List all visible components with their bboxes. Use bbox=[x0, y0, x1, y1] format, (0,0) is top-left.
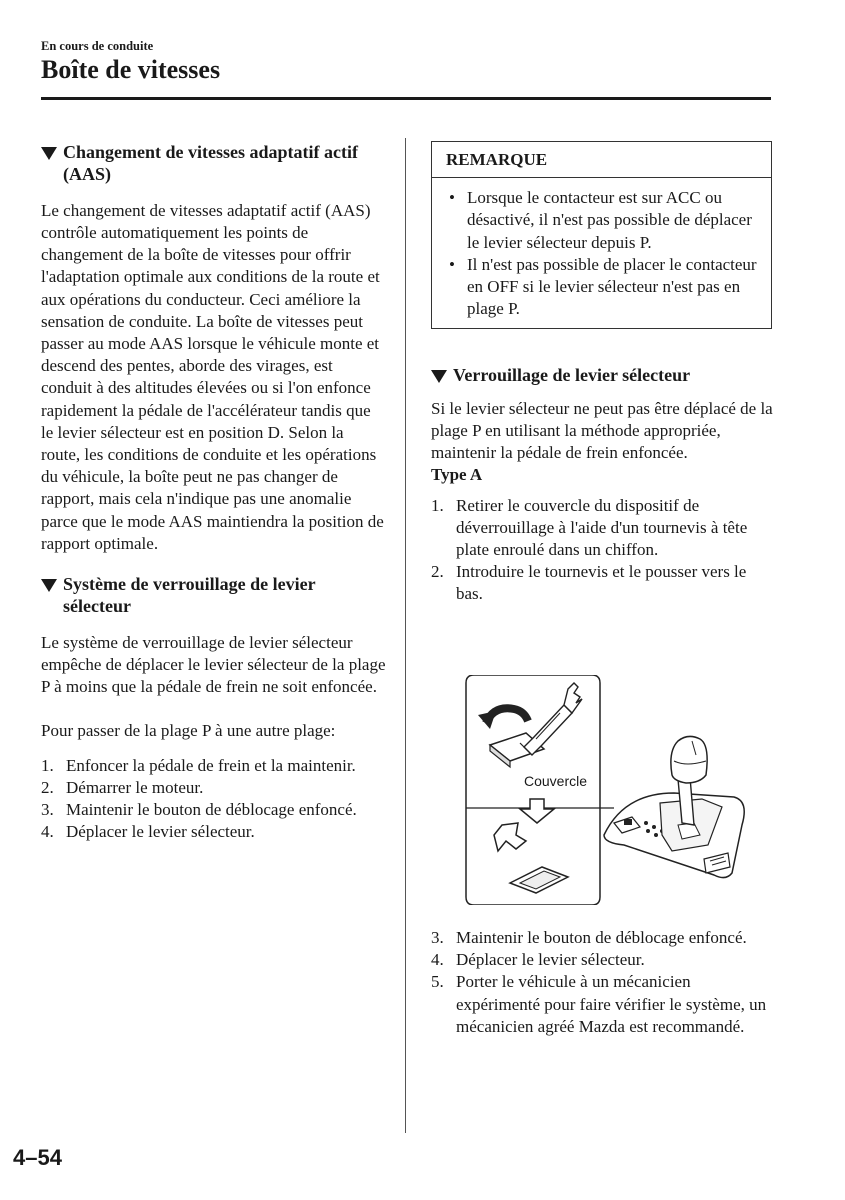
step-text: Enfoncer la pédale de frein et la maintenir. bbox=[66, 755, 356, 775]
step-number: 5. bbox=[431, 972, 444, 992]
bullet-icon: • bbox=[449, 188, 455, 208]
left-column bbox=[41, 141, 386, 844]
shift-lock-figure bbox=[464, 675, 764, 905]
shift-console-icon bbox=[604, 793, 744, 878]
aas-heading bbox=[41, 141, 386, 186]
page-number: 4–54 bbox=[13, 1145, 62, 1170]
section-label: En cours de conduite bbox=[41, 39, 154, 53]
step-number: 4. bbox=[431, 950, 444, 970]
step-text: Porter le véhicule à un mécanicien expérimenté pour faire vérifier le système, un mécanicien agréé Mazda est recommandé. bbox=[456, 972, 767, 1036]
page-title: Boîte de vitesses bbox=[41, 55, 221, 84]
type-label: Type A bbox=[431, 465, 483, 485]
list-item bbox=[431, 949, 773, 971]
override-steps-b bbox=[431, 927, 773, 1038]
list-item bbox=[41, 821, 386, 843]
list-item bbox=[41, 755, 386, 777]
override-steps-a bbox=[431, 495, 773, 606]
step-text: Maintenir le bouton de déblocage enfoncé. bbox=[456, 928, 747, 947]
step-text: Démarrer le moteur. bbox=[66, 777, 204, 797]
remark-text: Il n'est pas possible de placer le contacteur en OFF si le levier sélecteur n'est pas en plage P. bbox=[467, 254, 757, 319]
step-text: Introduire le tournevis et le pousser vers le bas. bbox=[456, 562, 747, 604]
list-item bbox=[449, 254, 761, 321]
step-number: 1. bbox=[41, 755, 54, 775]
aas-body: Le changement de vitesses adaptatif actif (AAS) contrôle automatiquement les points de changement de la boîte de vitesses pour offrir l'adaptation optimale aux conditions de la route et aux opérations du conducteur. Ceci améliore la sensation de conduite. La boîte de vitesses peut passer au mode AAS lorsque le véhicule monte et descend des pentes, aborde des virages, est conduit à des altitudes élevées ou si l'on enfonce rapidement la pédale de l'accélérateur tandis que le levier sélecteur est en position D. Selon la route, les conditions de conduite et les opérations du véhicule, la boîte peut ne pas changer de rapport, mais cela n'indique pas une anomalie parce que le mode AAS maintiendra la position de rapport optimale. bbox=[41, 200, 384, 553]
lock-system-heading bbox=[41, 573, 386, 618]
right-column bbox=[431, 141, 773, 1036]
lock-system-steps bbox=[41, 755, 386, 844]
step-text: Maintenir le bouton de déblocage enfoncé. bbox=[66, 800, 357, 820]
list-item bbox=[431, 927, 773, 949]
override-heading bbox=[431, 364, 773, 386]
bullet-icon: • bbox=[449, 254, 455, 274]
list-item bbox=[431, 971, 773, 1038]
column-divider bbox=[405, 138, 406, 1133]
list-item bbox=[41, 799, 386, 821]
triangle-bullet-icon bbox=[41, 579, 57, 592]
override-body: Si le levier sélecteur ne peut pas être déplacé de la plage P en utilisant la méthode appropriée, maintenir la pédale de frein enfoncée. bbox=[431, 398, 773, 463]
figure-label: Couvercle bbox=[524, 773, 588, 789]
triangle-bullet-icon bbox=[41, 147, 57, 160]
override-heading-text: Verrouillage de levier sélecteur bbox=[453, 365, 691, 386]
remark-box bbox=[431, 141, 772, 329]
lock-system-heading-text: Système de verrouillage de levier sélecteur bbox=[63, 574, 316, 617]
step-number: 2. bbox=[431, 562, 444, 582]
shift-lock-illustration bbox=[464, 675, 764, 905]
step-number: 2. bbox=[41, 777, 54, 797]
remark-title: REMARQUE bbox=[432, 142, 771, 178]
lock-system-intro: Pour passer de la plage P à une autre plage: bbox=[41, 721, 336, 741]
title-rule bbox=[41, 97, 771, 100]
remark-body bbox=[432, 178, 771, 328]
step-number: 3. bbox=[431, 928, 444, 947]
list-item bbox=[431, 495, 773, 562]
step-number: 3. bbox=[41, 800, 54, 820]
aas-heading-text: Changement de vitesses adaptatif actif (AAS) bbox=[63, 142, 358, 185]
list-item bbox=[449, 187, 761, 254]
remark-list bbox=[449, 187, 761, 320]
triangle-bullet-icon bbox=[431, 370, 447, 383]
step-number: 4. bbox=[41, 822, 54, 842]
step-text: Retirer le couvercle du dispositif de déverrouillage à l'aide d'un tournevis à tête plate enroulé dans un chiffon. bbox=[456, 495, 748, 560]
list-item bbox=[41, 777, 386, 799]
remark-text: Lorsque le contacteur est sur ACC ou désactivé, il n'est pas possible de déplacer le levier sélecteur depuis P. bbox=[467, 188, 752, 252]
step-text: Déplacer le levier sélecteur. bbox=[456, 950, 645, 970]
list-item bbox=[431, 561, 773, 605]
lock-system-body: Le système de verrouillage de levier sélecteur empêche de déplacer le levier sélecteur de la plage P à moins que la pédale de frein ne soit enfoncée. bbox=[41, 632, 386, 697]
step-text: Déplacer le levier sélecteur. bbox=[66, 822, 255, 842]
step-number: 1. bbox=[431, 495, 444, 515]
